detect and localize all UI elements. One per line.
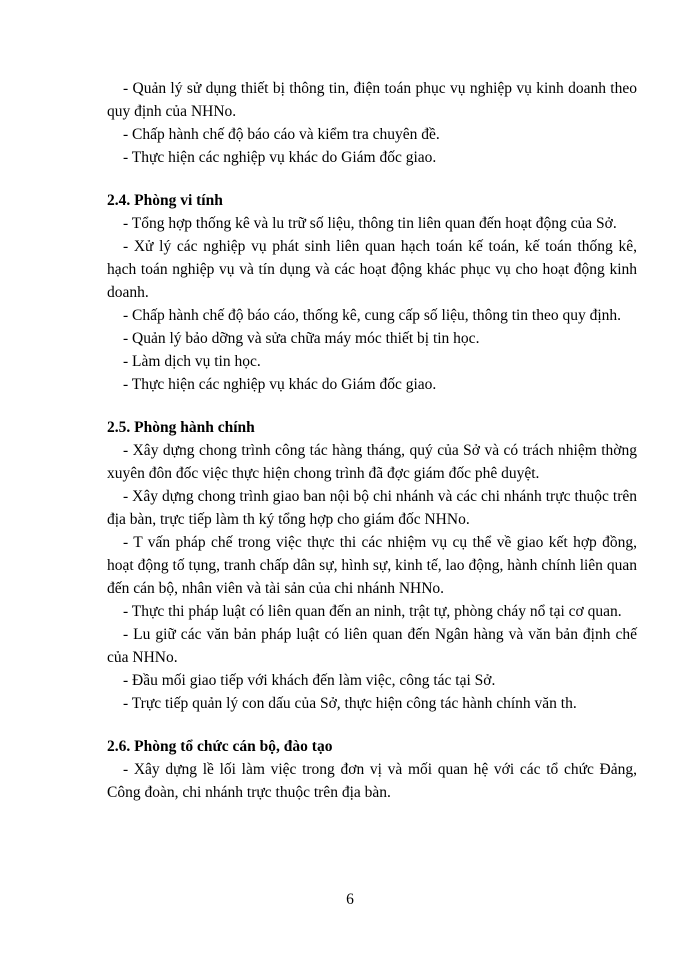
paragraph: - Quản lý bảo dỡng và sửa chữa máy móc thiết bị tin học. bbox=[123, 330, 480, 347]
section-heading: 2.5. Phòng hành chính bbox=[107, 419, 255, 436]
paragraph: - Đầu mối giao tiếp với khách đến làm việc, công tác tại Sở. bbox=[123, 672, 496, 689]
intro-section bbox=[107, 77, 637, 169]
paragraph: - Chấp hành chế độ báo cáo và kiểm tra chuyên đề. bbox=[123, 126, 440, 143]
paragraph: - T vấn pháp chế trong việc thực thi các nhiệm vụ cụ thể về giao kết hợp đồng, hoạt động tố tụng, tranh chấp dân sự, hình sự, kinh tế, lao động, hành chính liên quan đến cán bộ, nhân viên và tài sản của chi nhánh NHNo. bbox=[107, 534, 637, 597]
paragraph: - Quản lý sử dụng thiết bị thông tin, điện toán phục vụ nghiệp vụ kinh doanh theo quy định của NHNo. bbox=[107, 80, 637, 120]
paragraph: - Trực tiếp quản lý con dấu của Sở, thực hiện công tác hành chính văn th. bbox=[123, 695, 577, 712]
paragraph: - Thực hiện các nghiệp vụ khác do Giám đốc giao. bbox=[123, 149, 437, 166]
section-heading: 2.4. Phòng vi tính bbox=[107, 192, 223, 209]
section-2-6 bbox=[107, 735, 637, 804]
section-heading: 2.6. Phòng tổ chức cán bộ, đào tạo bbox=[107, 738, 333, 755]
page-number: 6 bbox=[346, 891, 354, 908]
paragraph: - Xây dựng chong trình công tác hàng tháng, quý của Sở và có trách nhiệm thờng xuyên đôn đốc việc thực hiện chong trình đã đợc giám đốc phê duyệt. bbox=[107, 442, 637, 482]
paragraph: - Xử lý các nghiệp vụ phát sinh liên quan hạch toán kế toán, kế toán thống kê, hạch toán nghiệp vụ và tín dụng và các hoạt động khác phục vụ cho hoạt động kinh doanh. bbox=[107, 238, 637, 301]
paragraph: - Xây dựng chong trình giao ban nội bộ chi nhánh và các chi nhánh trực thuộc trên địa bàn, trực tiếp làm th ký tổng hợp cho giám đốc NHNo. bbox=[107, 488, 637, 528]
section-2-4 bbox=[107, 189, 637, 396]
section-2-5 bbox=[107, 416, 637, 715]
paragraph: - Tổng hợp thống kê và lu trữ số liệu, thông tin liên quan đến hoạt động của Sở. bbox=[123, 215, 617, 232]
paragraph: - Làm dịch vụ tin học. bbox=[123, 353, 261, 370]
paragraph: - Thực hiện các nghiệp vụ khác do Giám đốc giao. bbox=[123, 376, 437, 393]
paragraph: - Lu giữ các văn bản pháp luật có liên quan đến Ngân hàng và văn bản định chế của NHNo. bbox=[107, 626, 637, 666]
paragraph: - Chấp hành chế độ báo cáo, thống kê, cung cấp số liệu, thông tin theo quy định. bbox=[123, 307, 622, 324]
paragraph: - Thực thi pháp luật có liên quan đến an ninh, trật tự, phòng cháy nổ tại cơ quan. bbox=[123, 603, 622, 620]
page-content bbox=[107, 77, 637, 804]
paragraph: - Xây dựng lề lối làm việc trong đơn vị và mối quan hệ với các tổ chức Đảng, Công đoàn, chi nhánh trực thuộc trên địa bàn. bbox=[107, 761, 637, 801]
